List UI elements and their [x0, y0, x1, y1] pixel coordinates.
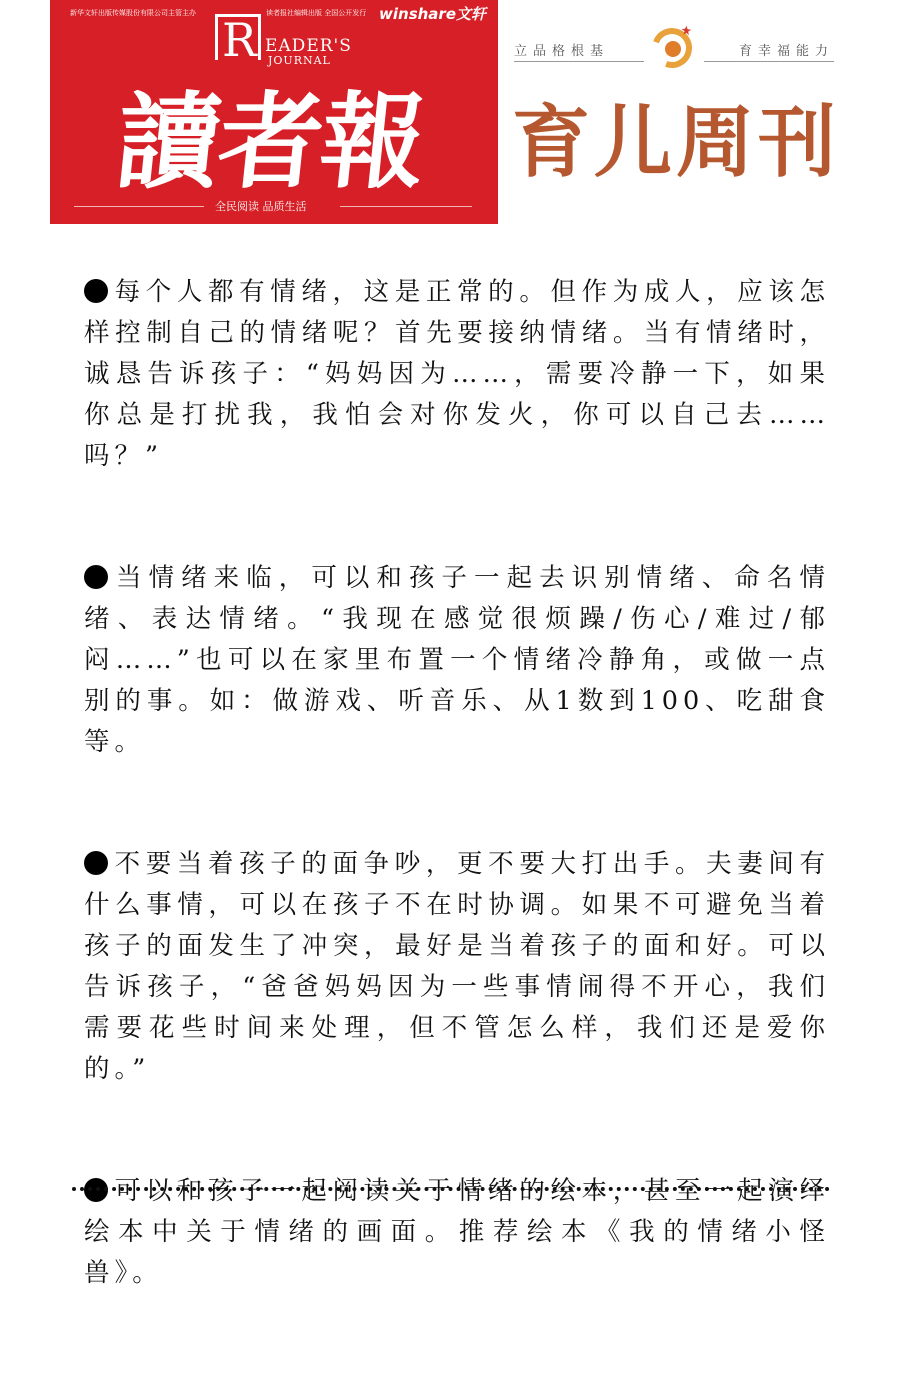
sun-emblem-icon — [648, 22, 696, 70]
chinese-title: 讀者報 — [110, 80, 430, 203]
english-subtitle: JOURNAL — [268, 54, 331, 67]
masthead-divider-right — [340, 206, 472, 207]
paragraph — [84, 844, 830, 1090]
slogan-underline-right — [704, 61, 834, 62]
slogan-left: 立品格根基 — [514, 44, 610, 59]
bullet-dot-icon — [84, 565, 108, 589]
readers-journal-masthead — [50, 0, 498, 224]
logo-letter: R — [222, 13, 257, 67]
dotted-divider — [72, 1187, 830, 1191]
paragraph-text: 每个人都有情绪，这是正常的。但作为成人，应该怎样控制自己的情绪呢？首先要接纳情绪。当有情绪时，诚恳告诉孩子：“妈妈因为……，需要冷静一下，如果你总是打扰我，我怕会对你发火，你可以自己去……吗？” — [84, 277, 830, 471]
english-title: EADER'S — [265, 36, 352, 56]
parenting-weekly-title: 育儿周刊 — [512, 98, 841, 188]
masthead-divider-left — [74, 206, 204, 207]
paragraph — [84, 272, 830, 477]
bullet-dot-icon — [84, 851, 108, 875]
slogan-underline-left — [514, 61, 644, 62]
slogan-right: 育幸福能力 — [738, 44, 834, 59]
paragraph-text: 当情绪来临，可以和孩子一起去识别情绪、命名情绪、表达情绪。“我现在感觉很烦躁/伤心/难过/郁闷……”也可以在家里布置一个情绪冷静角，或做一点别的事。如：做游戏、听音乐、从1数到100、吃甜食等。 — [84, 563, 830, 757]
publication-note: 读者报社编辑出版 全国公开发行 — [266, 9, 367, 17]
publisher-note: 新华文轩出版传媒股份有限公司主管主办 — [70, 9, 196, 17]
paragraph-text: 可以和孩子一起阅读关于情绪的绘本，甚至一起演绎绘本中关于情绪的画面。推荐绘本《我的情绪小怪兽》。 — [84, 1176, 830, 1288]
article-body — [84, 272, 830, 1375]
r-logo-icon — [215, 13, 261, 67]
winshare-logo: winshare文轩 — [379, 5, 486, 23]
paragraph-text: 不要当着孩子的面争吵，更不要大打出手。夫妻间有什么事情，可以在孩子不在时协调。如果不可避免当着孩子的面发生了冲突，最好是当着孩子的面和好。可以告诉孩子，“爸爸妈妈因为一些事情闹得不开心，我们需要花些时间来处理，但不管怎么样，我们还是爱你的。” — [84, 849, 830, 1084]
masthead-slogan: 全民阅读 品质生活 — [215, 200, 307, 213]
bullet-dot-icon — [84, 279, 108, 303]
masthead-top-bar — [70, 5, 486, 23]
paragraph — [84, 558, 830, 763]
